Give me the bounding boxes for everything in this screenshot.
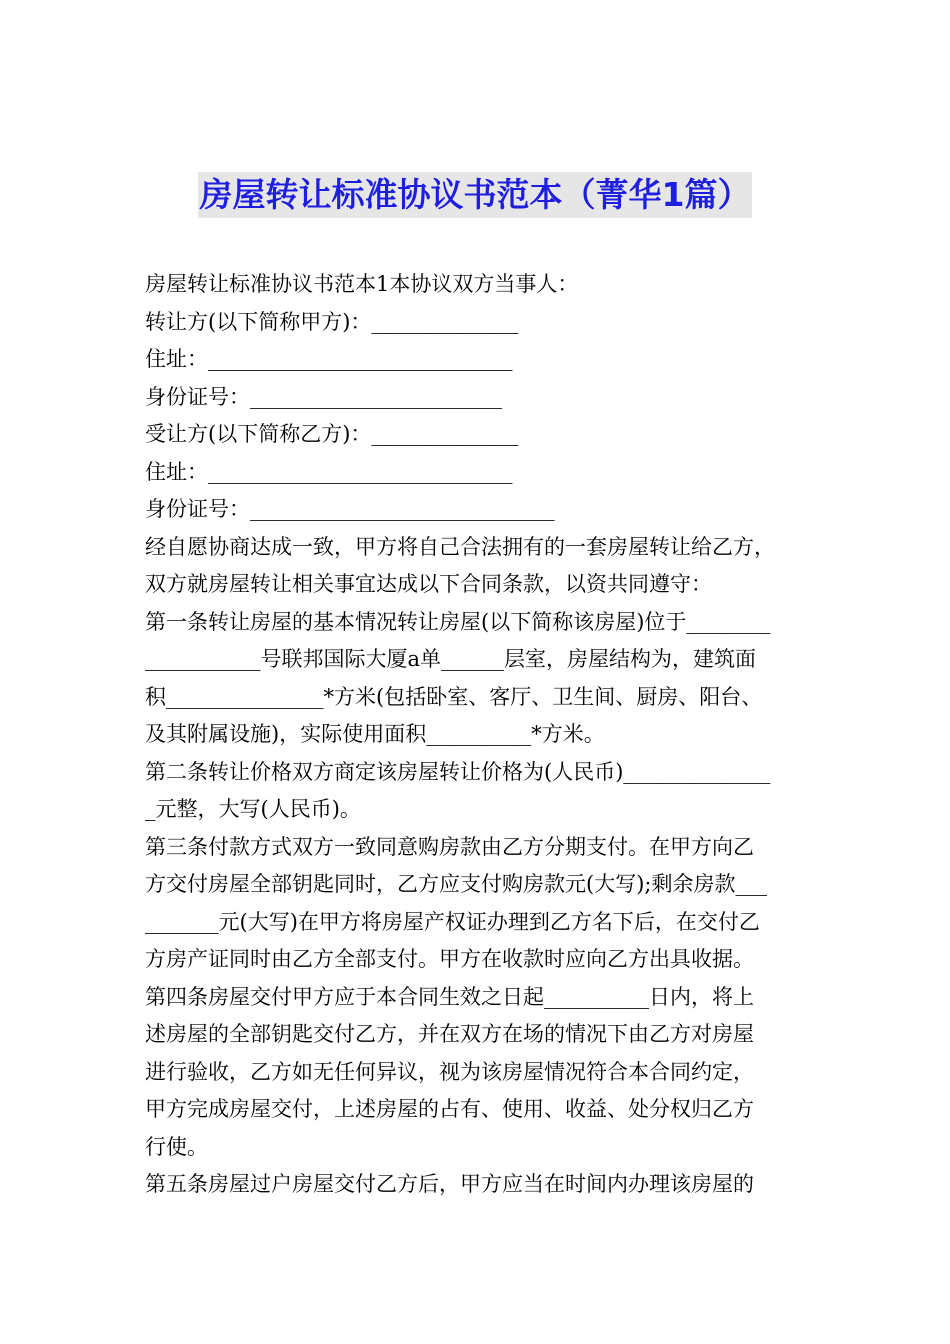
body-line: 积_______________*方米(包括卧室、客厅、卫生间、厨房、阳台、 [145, 684, 763, 709]
body-line: 双方就房屋转让相关事宜达成以下合同条款，以资共同遵守： [145, 572, 712, 596]
body-line: 住址：_____________________________ [145, 347, 513, 371]
body-line: 甲方完成房屋交付，上述房屋的占有、使用、收益、处分权归乙方 [145, 1097, 754, 1121]
body-line: 进行验收，乙方如无任何异议，视为该房屋情况符合本合同约定， [145, 1059, 754, 1084]
body-line: 第一条转让房屋的基本情况转让房屋(以下简称该房屋)位于________ [145, 609, 771, 634]
document-title: 房屋转让标准协议书范本（菁华1篇） [198, 172, 753, 218]
body-line: 方交付房屋全部钥匙同时，乙方应支付购房款元(大写);剩余房款___ [145, 872, 767, 896]
body-line: 第三条付款方式双方一致同意购房款由乙方分期支付。在甲方向乙 [145, 834, 754, 859]
title-container [0, 172, 950, 218]
body-line: _______元(大写)在甲方将房屋产权证办理到乙方名下后，在交付乙 [145, 909, 760, 934]
body-line: 经自愿协商达成一致，甲方将自己合法拥有的一套房屋转让给乙方， [145, 534, 775, 559]
document-body [145, 266, 815, 1204]
body-line: 第二条转让价格双方商定该房屋转让价格为(人民币)______________ [145, 759, 771, 784]
body-line: 住址：_____________________________ [145, 459, 513, 484]
body-line: 述房屋的全部钥匙交付乙方，并在双方在场的情况下由乙方对房屋 [145, 1022, 754, 1046]
body-line: 受让方(以下简称乙方)：______________ [145, 422, 519, 446]
body-line: _元整，大写(人民币)。 [145, 797, 361, 821]
body-line: 及其附属设施)，实际使用面积__________*方米。 [145, 722, 605, 746]
body-line: ___________号联邦国际大厦a单______层室，房屋结构为，建筑面 [145, 647, 757, 671]
body-line: 第五条房屋过户房屋交付乙方后，甲方应当在时间内办理该房屋的 [145, 1172, 754, 1196]
body-line: 房屋转让标准协议书范本1本协议双方当事人： [145, 272, 579, 296]
body-line: 方房产证同时由乙方全部支付。甲方在收款时应向乙方出具收据。 [145, 947, 754, 971]
body-line: 身份证号：________________________ [145, 384, 502, 409]
body-line: 转让方(以下简称甲方)：______________ [145, 309, 519, 334]
body-line: 身份证号：_____________________________ [145, 497, 555, 521]
body-line: 第四条房屋交付甲方应于本合同生效之日起__________日内，将上 [145, 984, 754, 1009]
body-line: 行使。 [145, 1134, 208, 1159]
